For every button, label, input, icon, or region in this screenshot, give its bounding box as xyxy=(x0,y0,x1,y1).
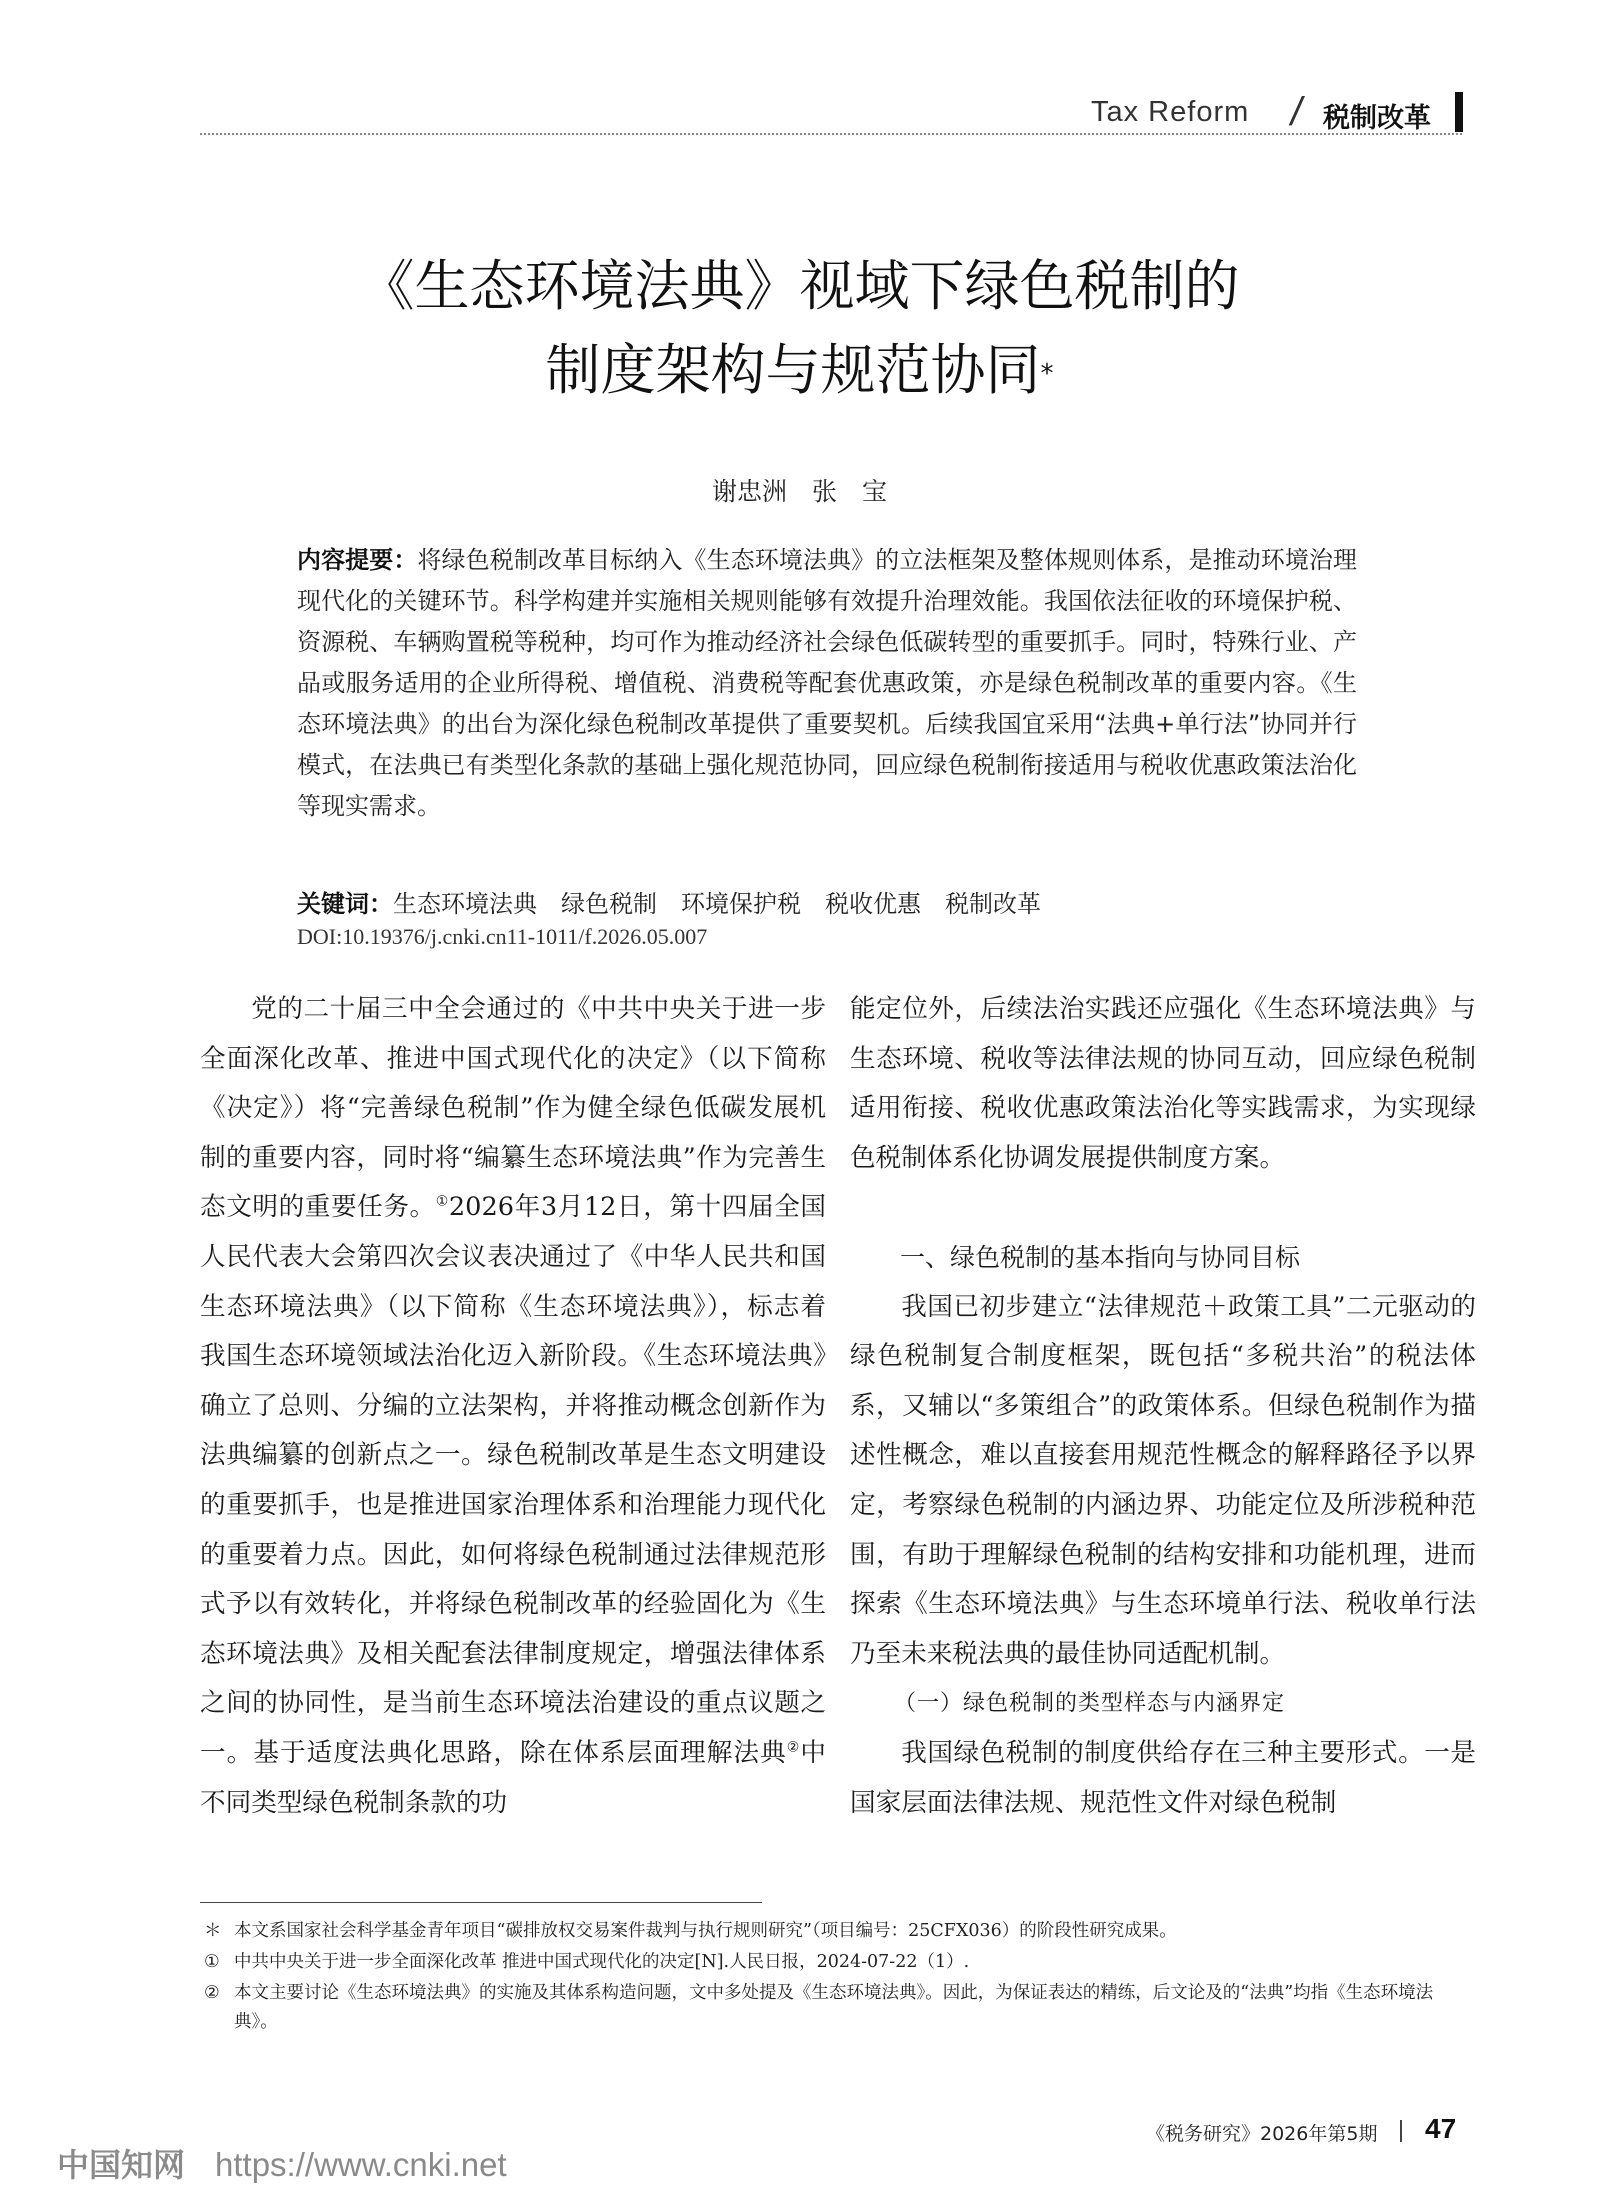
journal-issue: 《税务研究》2026年第5期 xyxy=(1146,2123,1378,2145)
abstract xyxy=(297,540,1357,827)
page-number-separator xyxy=(1400,2120,1402,2142)
doi: DOI:10.19376/j.cnki.cn11-1011/f.2026.05.007 xyxy=(297,924,708,949)
footnote-text: 中共中央关于进一步全面深化改革 推进中国式现代化的决定[N].人民日报，2024-07-22（1）. xyxy=(234,1952,970,1972)
header-slash-divider: / xyxy=(1287,90,1307,134)
footnote-divider xyxy=(200,1902,762,1903)
footnote xyxy=(200,1917,1460,1946)
keyword-item: 绿色税制 xyxy=(561,890,657,918)
title-line-1: 《生态环境法典》视域下绿色税制的 xyxy=(359,254,1240,318)
header-dotted-rule xyxy=(200,133,1462,135)
keyword-item: 税收优惠 xyxy=(825,890,921,918)
abstract-label: 内容提要： xyxy=(297,546,418,574)
subsection-heading: （一）绿色税制的类型样态与内涵界定 xyxy=(894,1691,1286,1717)
footnote-mark: ① xyxy=(204,1952,220,1972)
abstract-text: 将绿色税制改革目标纳入《生态环境法典》的立法框架及整体规则体系，是推动环境治理现代化的关键环节。科学构建并实施相关规则能够有效提升治理效能。我国依法征收的环境保护税、资源税、车辆购置税等税种，均可作为推动经济社会绿色低碳转型的重要抓手。同时，特殊行业、产品或服务适用的企业所得税、增值税、消费税等配套优惠政策，亦是绿色税制改革的重要内容。《生态环境法典》的出台为深化绿色税制改革提供了重要契机。后续我国宜采用“法典+单行法”协同并行模式，在法典已有类型化条款的基础上强化规范协同，回应绿色税制衔接适用与税收优惠政策法治化等现实需求。 xyxy=(297,546,1358,820)
keywords-label: 关键词： xyxy=(297,890,393,918)
section-label-cn: 税制改革 xyxy=(1323,103,1431,134)
header-bar-mark xyxy=(1455,92,1463,132)
footnote xyxy=(200,1979,1460,2037)
footnote xyxy=(200,1948,1460,1977)
body-column-right xyxy=(850,985,1476,1828)
watermark-url[interactable]: https://www.cnki.net xyxy=(215,2146,507,2183)
body-text: 2026年3月12日，第十四届全国人民代表大会第四次会议表决通过了《中华人民共和国生态环境法典》（以下简称《生态环境法典》），标志着我国生态环境领域法治化迈入新阶段。《生态环境法典》确立了总则、分编的立法架构，并将推动概念创新作为法典编纂的创新点之一。绿色税制改革是生态文明建设的重要抓手，也是推进国家治理体系和治理能力现代化的重要着力点。因此，如何将绿色税制通过法律规范形式予以有效转化，并将绿色税制改革的经验固化为《生态环境法典》及相关配套法律制度规定，增强法律体系之间的协同性，是当前生态环境法治建设的重点议题之一。基于适度法典化思路，除在体系层面理解法典 xyxy=(200,1192,826,1768)
body-paragraph: 我国已初步建立“法律规范＋政策工具”二元驱动的绿色税制复合制度框架，既包括“多税共治”的税法体系，又辅以“多策组合”的政策体系。但绿色税制作为描述性概念，难以直接套用规范性概念的解释路径予以界定，考察绿色税制的内涵边界、功能定位及所涉税种范围，有助于理解绿色税制的结构安排和功能机理，进而探索《生态环境法典》与生态环境单行法、税收单行法乃至未来税法典的最佳协同适配机制。 xyxy=(850,1291,1476,1669)
body-paragraph: 我国绿色税制的制度供给存在三种主要形式。一是国家层面法律法规、规范性文件对绿色税制 xyxy=(850,1737,1476,1818)
watermark-name: 中国知网 xyxy=(57,2146,186,2184)
keyword-item: 生态环境法典 xyxy=(393,890,537,918)
footnotes xyxy=(200,1917,1460,2039)
section-label-en: Tax Reform xyxy=(1091,96,1250,128)
body-text: 党的二十届三中全会通过的《中共中央关于进一步全面深化改革、推进中国式现代化的决定》（以下简称《决定》）将“完善绿色税制”作为健全绿色低碳发展机制的重要内容，同时将“编纂生态环境法典”作为完善生态文明的重要任务。 xyxy=(200,994,826,1223)
footnote-mark: ② xyxy=(204,1983,220,2003)
keywords xyxy=(297,884,1357,924)
authors: 谢忠洲 张 宝 xyxy=(711,477,887,506)
footnote-text: 本文系国家社会科学基金青年项目“碳排放权交易案件裁判与执行规则研究”（项目编号：25CFX036）的阶段性研究成果。 xyxy=(234,1921,1177,1941)
keyword-item: 税制改革 xyxy=(945,890,1041,918)
title-footnote-marker: * xyxy=(1040,359,1054,389)
footnote-ref-2[interactable]: ② xyxy=(786,1739,801,1756)
section-heading: 一、绿色税制的基本指向与协同目标 xyxy=(900,1242,1301,1272)
footnote-ref-1[interactable]: ① xyxy=(435,1193,449,1210)
title-line-2-text: 制度架构与规范协同 xyxy=(545,338,1041,402)
footnote-mark: ＊ xyxy=(204,1921,222,1941)
page-number: 47 xyxy=(1425,2113,1457,2144)
watermark xyxy=(57,2140,507,2186)
body-column-left xyxy=(200,985,826,1828)
body-paragraph xyxy=(200,985,826,1828)
body-text: 中不同类型绿色税制条款的功 xyxy=(200,1737,826,1818)
keyword-item: 环境保护税 xyxy=(681,890,801,918)
footnote-text: 本文主要讨论《生态环境法典》的实施及其体系构造问题，文中多处提及《生态环境法典》。因此，为保证表达的精练，后文论及的“法典”均指《生态环境法典》。 xyxy=(234,1983,1434,2032)
title-line-2 xyxy=(0,328,1599,412)
article-title xyxy=(0,244,1599,412)
running-header xyxy=(0,92,1599,142)
body-paragraph: 能定位外，后续法治实践还应强化《生态环境法典》与生态环境、税收等法律法规的协同互动，回应绿色税制适用衔接、税收优惠政策法治化等实践需求，为实现绿色税制体系化协调发展提供制度方案。 xyxy=(850,994,1476,1173)
